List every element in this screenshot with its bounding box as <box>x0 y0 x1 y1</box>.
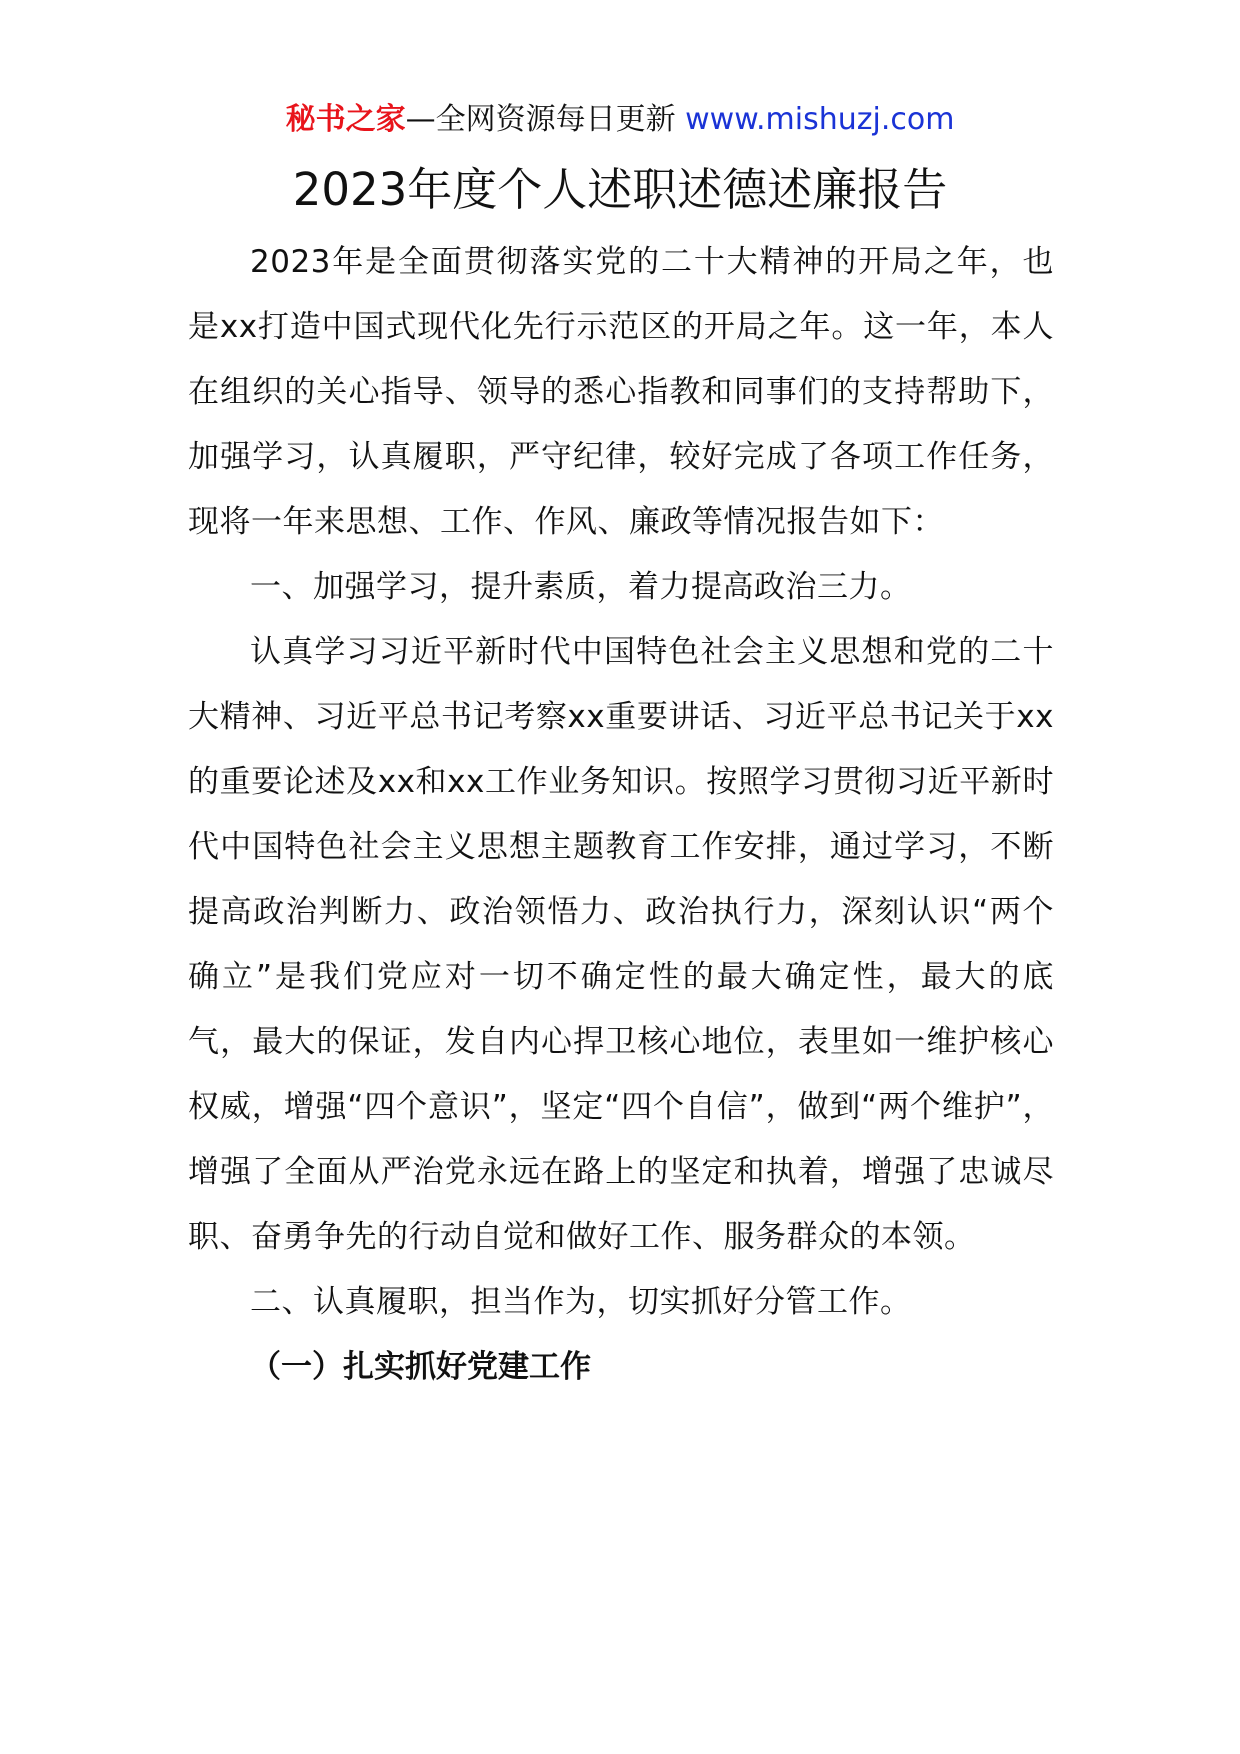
brand-name: 秘书之家 <box>285 102 406 137</box>
section-heading-2: 二、认真履职，担当作为，切实抓好分管工作。 <box>250 1284 912 1320</box>
section-heading-1: 一、加强学习，提升素质，着力提高政治三力。 <box>250 569 912 605</box>
site-banner <box>0 100 1240 140</box>
site-url[interactable]: www.mishuzj.com <box>685 102 955 137</box>
section-1-paragraph: 认真学习习近平新时代中国特色社会主义思想和党的二十大精神、习近平总书记考察xx重要讲话、习近平总书记关于xx的重要论述及xx和xx工作业务知识。按照学习贯彻习近平新时代中国特色社会主义思想主题教育工作安排，通过学习，不断提高政治判断力、政治领悟力、政治执行力，深刻认识“两个确立”是我们党应对一切不确定性的最大确定性，最大的底气，最大的保证，发自内心捍卫核心地位，表里如一维护核心权威，增强“四个意识”，坚定“四个自信”，做到“两个维护”，增强了全面从严治党永远在路上的坚定和执着，增强了忠诚尽职、奋勇争先的行动自觉和做好工作、服务群众的本领。 <box>188 634 1054 1255</box>
document-title: 2023年度个人述职述德述廉报告 <box>292 163 948 216</box>
banner-tagline: —全网资源每日更新 <box>405 102 686 137</box>
intro-paragraph: 2023年是全面贯彻落实党的二十大精神的开局之年，也是xx打造中国式现代化先行示范区的开局之年。这一年，本人在组织的关心指导、领导的悉心指教和同事们的支持帮助下，加强学习，认真履职，严守纪律，较好完成了各项工作任务，现将一年来思想、工作、作风、廉政等情况报告如下： <box>188 244 1054 540</box>
subsection-heading-1: （一）扎实抓好党建工作 <box>250 1349 591 1385</box>
document-body <box>188 230 1054 1400</box>
